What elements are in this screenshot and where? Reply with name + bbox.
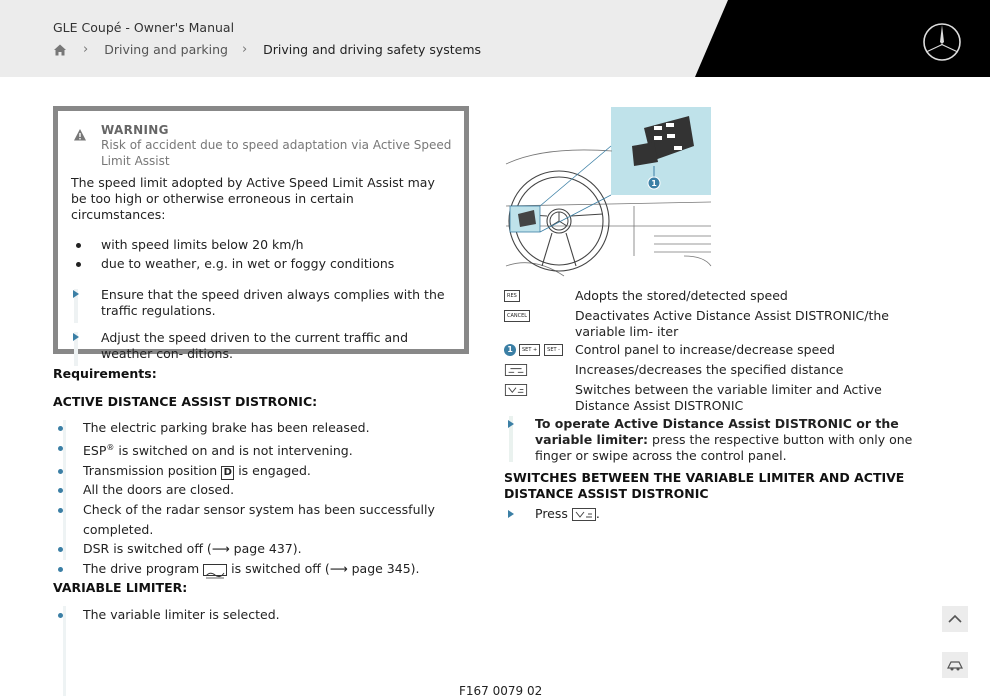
- legend-row: [504, 308, 924, 340]
- warning-action: [71, 330, 452, 362]
- warning-box: [53, 106, 469, 361]
- list-item: due to weather, e.g. in wet or foggy conditions: [71, 254, 452, 273]
- breadcrumb-driving-parking[interactable]: Driving and parking: [104, 42, 228, 57]
- list-item: The electric parking brake has been released.: [53, 418, 473, 438]
- drive-program-icon: [203, 564, 227, 576]
- legend-text: Increases/decreases the specified distance: [575, 362, 844, 377]
- warning-subtitle: Risk of accident due to speed adaptation via Active Speed Limit Assist: [101, 138, 452, 168]
- legend-text: Switches between the variable limiter and Active Distance Assist DISTRONIC: [575, 382, 882, 413]
- switches-heading: SWITCHES BETWEEN THE VARIABLE LIMITER AND ACTIVE DISTANCE ASSIST DISTRONIC: [504, 470, 905, 501]
- list-item[interactable]: DSR is switched off (⟶ page 437).: [53, 539, 473, 559]
- action-text: Ensure that the speed driven always complies with the traffic regulations.: [101, 287, 445, 318]
- set-keys-icon: 1 SET + SET -: [504, 344, 563, 356]
- manual-title: GLE Coupé - Owner's Manual: [53, 20, 235, 35]
- breadcrumb-current: Driving and driving safety systems: [263, 42, 482, 57]
- warning-action: [71, 287, 452, 319]
- vehicle-page-button[interactable]: [942, 652, 968, 678]
- legend-text: Control panel to increase/decrease speed: [575, 342, 835, 357]
- arrow-right-icon: [73, 333, 79, 341]
- list-item: ESP® is switched on and is not intervening.: [53, 438, 473, 461]
- list-item[interactable]: The drive program is switched off (⟶ page 345).: [53, 559, 473, 579]
- distronic-label: ACTIVE DISTANCE ASSIST DISTRONIC:: [53, 394, 318, 409]
- press-text: Press: [535, 506, 568, 521]
- limiter-label: VARIABLE LIMITER:: [53, 580, 188, 595]
- limiter-switch-icon: [504, 384, 528, 396]
- list-item: Transmission position D is engaged.: [53, 461, 473, 481]
- legend-text: Adopts the stored/detected speed: [575, 288, 788, 303]
- requirements-label: Requirements:: [53, 366, 157, 381]
- action-text: Adjust the speed driven to the current traffic and weather con- ditions.: [101, 330, 409, 361]
- arrow-right-icon: [73, 290, 79, 298]
- callout-1: 1: [651, 179, 657, 188]
- chevron-up-icon: [942, 606, 968, 632]
- legend-row: [504, 382, 924, 414]
- warning-text: The speed limit adopted by Active Speed Limit Assist may be too high or otherwise erroneous in certain circumstances:: [71, 175, 435, 222]
- list-item: The variable limiter is selected.: [53, 605, 473, 625]
- figure-reference: F167 0079 02: [459, 684, 543, 698]
- operate-text: press the respective button with only one finger or swipe across the control panel.: [535, 432, 913, 463]
- vehicle-icon: [942, 652, 968, 678]
- legend-table: [504, 288, 924, 414]
- legend-text: Deactivates Active Distance Assist DISTRONIC/the variable lim- iter: [575, 308, 889, 339]
- breadcrumb: [53, 42, 481, 57]
- warning-list: [71, 235, 452, 273]
- home-icon[interactable]: [53, 43, 67, 57]
- distance-icon: [504, 364, 528, 376]
- warning-triangle-icon: [73, 128, 87, 142]
- chevron-right-icon: ›: [83, 42, 89, 57]
- press-instruction: Press .: [504, 506, 924, 522]
- limiter-switch-icon: [572, 508, 596, 521]
- arrow-right-icon: [508, 510, 514, 518]
- legend-row: [504, 342, 924, 360]
- warning-title: WARNING: [101, 123, 169, 137]
- limiter-requirements: [53, 605, 473, 625]
- list-item: with speed limits below 20 km/h: [71, 235, 452, 254]
- list-item: Check of the radar sensor system has been successfully completed.: [53, 500, 473, 539]
- chevron-right-icon: ›: [241, 42, 248, 57]
- legend-row: [504, 288, 924, 306]
- transmission-d-symbol: D: [221, 466, 234, 480]
- mercedes-star-logo: [922, 22, 962, 62]
- legend-row: [504, 362, 924, 380]
- operate-bold: To operate Active Distance Assist DISTRONIC or the variable limiter:: [535, 416, 899, 447]
- scroll-to-top-button[interactable]: [942, 606, 968, 632]
- steering-wheel-illustration: [504, 106, 712, 278]
- cancel-key-icon: CANCEL: [504, 310, 530, 322]
- list-item: All the doors are closed.: [53, 480, 473, 500]
- distronic-requirements: [53, 418, 473, 579]
- operate-instruction: [504, 416, 924, 464]
- arrow-right-icon: [508, 420, 514, 428]
- res-key-icon: RES: [504, 290, 520, 302]
